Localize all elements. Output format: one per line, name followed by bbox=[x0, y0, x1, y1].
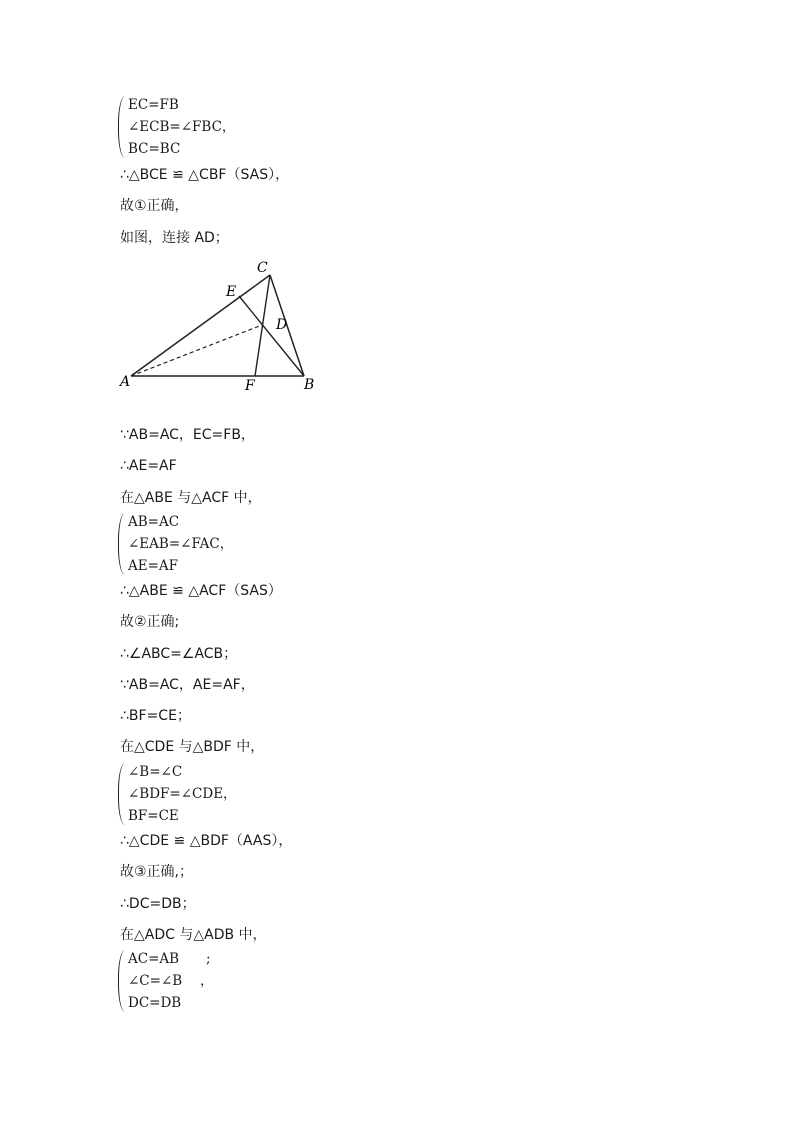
text-line: 故②正确; bbox=[120, 614, 180, 630]
system-row: ∠C=∠B ， bbox=[128, 973, 214, 989]
system-row: ∠EAB=∠FAC， bbox=[128, 536, 234, 552]
system-row: ∠B=∠C bbox=[128, 764, 183, 780]
system-row: ∠ECB=∠FBC， bbox=[128, 119, 236, 135]
brace-icon bbox=[118, 950, 125, 1012]
system-row: BC=BC bbox=[128, 141, 181, 157]
text-line: ∴∠ABC=∠ACB； bbox=[120, 646, 238, 662]
segment-eb bbox=[239, 296, 304, 376]
text-line: ∵AB=AC，AE=AF， bbox=[120, 677, 255, 693]
system-row: AE=AF bbox=[128, 558, 179, 574]
text-line: ∴AE=AF bbox=[120, 458, 177, 474]
brace-icon bbox=[118, 763, 125, 825]
triangle-figure bbox=[115, 255, 330, 400]
text-line: ∴BF=CE； bbox=[120, 708, 191, 724]
text-line: ∴△BCE ≌ △CBF（SAS）， bbox=[120, 167, 290, 183]
label-f: F bbox=[245, 378, 255, 394]
text-line: 在△CDE 与△BDF 中， bbox=[120, 739, 265, 755]
text-line: ∴DC=DB； bbox=[120, 896, 196, 912]
text-line: 在△ABE 与△ACF 中， bbox=[120, 490, 262, 506]
text-line: 故③正确,； bbox=[120, 864, 194, 880]
text-line: 故①正确， bbox=[120, 198, 189, 214]
system-row: DC=DB bbox=[128, 995, 182, 1011]
system-row: AC=AB ; bbox=[128, 951, 211, 967]
system-row: BF=CE bbox=[128, 808, 179, 824]
segment-cf bbox=[255, 275, 270, 376]
label-e: E bbox=[226, 284, 237, 300]
equation-system-1 bbox=[118, 96, 318, 158]
label-b: B bbox=[304, 377, 315, 393]
segment-ac bbox=[131, 275, 270, 376]
label-d: D bbox=[276, 317, 288, 333]
text-line: ∵AB=AC，EC=FB， bbox=[120, 427, 255, 443]
system-row: AB=AC bbox=[128, 514, 180, 530]
label-a: A bbox=[120, 374, 131, 390]
text-line: 在△ADC 与△ADB 中， bbox=[120, 927, 267, 943]
brace-icon bbox=[118, 513, 125, 575]
brace-icon bbox=[118, 96, 125, 158]
text-line: ∴△ABE ≌ △ACF（SAS） bbox=[120, 583, 282, 599]
label-c: C bbox=[257, 260, 268, 276]
equation-system-2 bbox=[118, 513, 318, 575]
system-row: EC=FB bbox=[128, 97, 179, 113]
segment-ad-dashed bbox=[131, 325, 262, 376]
equation-system-3 bbox=[118, 763, 318, 825]
text-line: ∴△CDE ≌ △BDF（AAS）， bbox=[120, 833, 293, 849]
system-row: ∠BDF=∠CDE， bbox=[128, 786, 237, 802]
equation-system-4 bbox=[118, 950, 318, 1012]
text-line: 如图，连接 AD； bbox=[120, 230, 229, 246]
